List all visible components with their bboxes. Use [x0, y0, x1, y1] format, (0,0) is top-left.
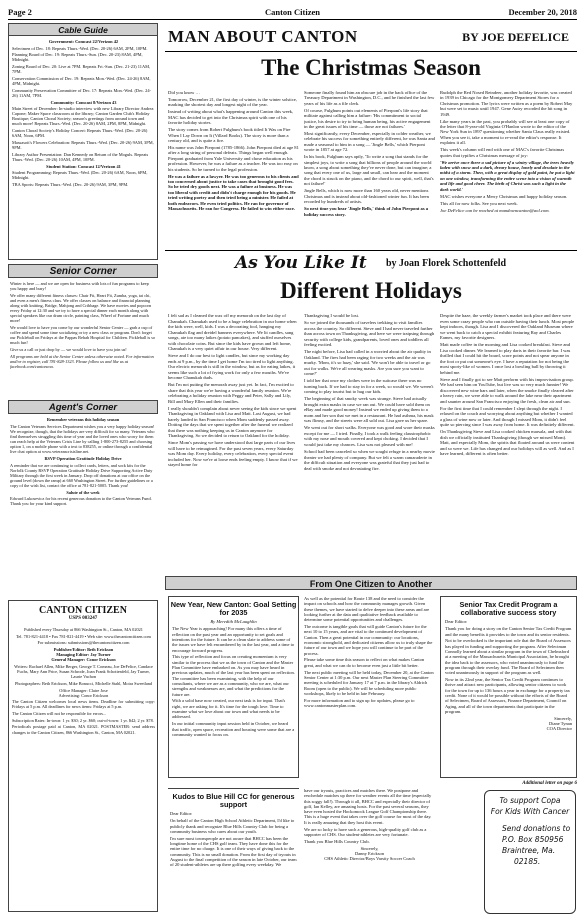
mac-para: Jingle Bells, which is now more than 160 years old, never mentions Christmas and is instead about old-fashioned winter fun. It has been recorded by hundreds of artists.: [304, 188, 429, 205]
masthead-line: Photographers: Beth Erickson, Mike Bonucci, Michelle Stahl, Moira Sweetland: [14, 680, 153, 686]
cable-item: Canton Choral Society's Holiday Concert: Repeats Thurs.-Wed. (Dec. 20-26) 6AM, Noon, 6PM.: [12, 128, 148, 139]
ayli-para: So we joined the thousands of travelers trekking to visit families across the country. So different. Steve and I had never traveled farther than across town on Thanksgiving, and here we were traipsing through security with college kids, grandparents, loved ones and toddlers all feeling excited.: [304, 320, 435, 348]
masterplan-para: The outcome is tangible goals that will guide Canton's future for the next 10 to 15 years, and are vital to the continued development of Canton. Then a great potential in our community: our locations, economic stronghold, and dedicated citizens allow us to truly shape the future of our town and we hope you will continue to be part of the process.: [304, 624, 433, 656]
ad-line: Send donations to: [502, 824, 571, 833]
mac-para: MAC wishes everyone a Merry Christmas and happy holiday season.: [440, 193, 568, 199]
senior-tax-para: Diane Tynan: [549, 721, 572, 727]
o2o-banner: From One Citizen to Another: [165, 576, 577, 590]
newyear-para: With a solid base now created, our next task is for input. That's right, we are asking for it. It's time for the tough love. Time to examine what we love about our town and what needs to be addressed.: [172, 698, 286, 720]
cable-item: Student Programming: Repeats Thurs.-Wed. (Dec. 20-26) 6AM, Noon, 6PM, Midnight.: [12, 170, 148, 181]
cable-item: Government: Comcast 22/Verizon 42: [48, 39, 119, 44]
senior-para: We offer many different fitness classes: Chair Fit, Heart Fit, Zumba, yoga, tai chi, and even a men's fitness class. We offer classes on balance and financial planning along with knitting, Bridge, Mahjong and Cribbage. We have movies and popcorn every Friday at 12:30 and we try to have a special dinner each month along with special speakers like our drum circle, painting class, Wheel of Fortune and much more!: [10, 292, 152, 324]
kudos-para: Danny Erickson: [354, 851, 385, 857]
mac-para: This week's column will end with one of MAC's favorite Christmas quotes that typifies a Christmas message of joy:: [440, 147, 565, 158]
masthead-line: For submissions: submissions@thecantoncitizen.com: [37, 640, 130, 646]
ayli-para: Despite the haze, the weekly farmer's market took place and there were even some crazy people who ran outside having their lunch. Most people kept indoors, though. Lisa and I discovered the Oakland Museum where we went back to catch a special exhibit featuring Ray and Charles Eames, my favorite designers.: [440, 313, 575, 340]
ayli-para: I really shouldn't complain about never seeing the kids since we spent Thanksgiving in Oakland with Lisa and Matt. Last August, we had barely landed in San Francisco when Mom suddenly passed away. Dotting the days that we spent together after the funeral we realized that there was nothing keeping us in Canton anymore for Thanksgiving. So we decided to return to Oakland for the holiday.: [168, 405, 297, 439]
ayli-col-2: [304, 313, 435, 571]
agent-para: Remember veterans this holiday season: [46, 417, 120, 422]
cable-item: Selectmen of Dec. 18: Repeats Thurs.-Wed. (Dec. 20-26) 6AM, 2PM, 10PM.: [12, 45, 148, 51]
agent-para: The Canton Veterans Services Department wishes you a very happy holiday season! We recognize, though, that the holidays are very difficult for so many. Veterans who find themselves struggling this time of year and the loved ones who worry for them can reach help at the Veterans Crisis Line by calling 1-800-273-8255 and choosing option 1, on a mobile phone with a text to 838255, or online through a confidential live chat option at www.veteranscrisisline.net.: [10, 423, 155, 455]
masthead-body: [12, 627, 155, 909]
kudos-para: have our tryouts, practices and matches there. We postpone and reschedule matches up there for weather events all the time (especially this soggy fall!). Through it all, BHCC and especially their director of golf, Ian Kelley, are amazing hosts. For the past several seasons, they have even hosted the Hockomock League Golf Championship there. This is a huge event that takes over the golf course for most of the day. It is really amazing that they host this event.: [304, 788, 432, 825]
masthead-line: Published every Thursday at 866 Washington St., Canton, MA 02021: [24, 627, 143, 632]
masthead-title: CANTON CITIZEN: [39, 605, 127, 616]
masthead-line: General Manager: Conor Erickson: [51, 657, 116, 663]
senior-tax-para: Not to be overlooked is the important role that the Board of Assessors has played in funding and supporting the program. After Selectman Connolly learned about a similar program in the town of Chelmsford at a meeting of the Massachusetts Municipal Association, he brought the idea back to the assessors, who voted unanimously to fund the program through their overlay fund. The Board of Selectmen then voted unanimously in support of the program as well.: [445, 638, 571, 676]
ad-line: To support Copa: [499, 796, 561, 805]
cable-guide-box: [8, 23, 158, 260]
senior-tax-more: Additional letter on page 6: [522, 781, 577, 786]
masthead-line: Publisher/Editor: Beth Erickson: [53, 647, 114, 653]
senior-corner-body: [10, 281, 156, 393]
senior-para: Winter is here — and we are open for business with lots of fun programs to keep you happy and busy!: [10, 281, 149, 292]
ad-line: For Kids With Cancer: [490, 807, 570, 816]
mac-col-1: [168, 90, 299, 245]
mac-para: This all for now folks. See you next week.: [440, 200, 518, 206]
senior-tax-para: Sincerely,: [554, 715, 572, 721]
kudos-para: On behalf of the Canton High School Athletic Department, I'd like to publicly thank and recognize Blue Hills Country Club for being a community business who cares about our youth.: [170, 818, 295, 834]
senior-tax-para: Dear Editor:: [445, 619, 468, 625]
kudos-para: Sincerely,: [360, 845, 379, 851]
masterplan-para: Please take some time this season to reflect on what makes Canton great, and what we can do to become even just a little bit better.: [304, 657, 425, 668]
mac-col-2: [304, 90, 435, 245]
cable-item: Planning Board of Dec. 19: Repeats Thurs.-Sun. (Dec. 20-23) 8AM, 4PM, Midnight.: [12, 52, 143, 63]
cable-item: Zoning Board of Dec. 20: Live at 7PM. Repeats Fri.-Sun. (Dec. 21-23) 11AM, 7PM.: [12, 64, 151, 75]
cable-item: Library Author Presentation: Dan Kennedy on Return of the Moguls. Repeats Thurs.-Wed. (Dec. 20-26) 10AM, 4PM, 10PM.: [12, 151, 149, 162]
newyear-para: The New Year is approaching! For many this offers a time of reflection on the past year and an opportunity to set goals and intentions for the future. It can be a clean slate to address some of the issues we have felt encumbered by in the last year, and a time to encourage forward progress.: [172, 626, 295, 653]
ayli-col-1: [168, 313, 299, 571]
ayli-para: I told her that once my clothes were in the suitcase there was no turning back. If we had to stay in for a week, so would we. We weren't coming to play tourist but to hug our kids.: [304, 378, 434, 395]
masthead-line: The Canton Citizen welcomes local news items. Deadline for submitting copy: Fridays at 5 p.m. All deadlines for news items: Fridays at 5 p.m.: [12, 699, 155, 710]
cable-item: Main Street of December: In-studio interview with new Library Director Andrea Capone; Maker Space classroom at the library; Canton Garden Club's Holiday Boutique; Canton Choral Society; season's greetings from around town and much more! Repeats Thurs.-Wed. (Dec. 20-26) 8AM, 2PM, 8PM, Midnight.: [12, 106, 154, 127]
ayli-para: The night before, Lisa had called in a worried about the air quality in Oakland. The fires had been raging for two weeks and the air was murky. 'Mom, it's so hazy,' she said. 'We won't be able to travel or go out for walks. We're all wearing masks. Are you sure you want to come?': [304, 349, 431, 377]
page-header: [8, 6, 577, 20]
ayli-para: But I'm not putting the menorah away just yet. In fact, I'm excited to share that this year we're having a wonderful family reunion. We're celebrating a holiday reunion with Peggy and Peter, Sally and Lily, Bill and Mary Ellen and their families.: [168, 382, 294, 404]
ayli-top-rule: [165, 250, 577, 251]
mac-para: 'We arrive once there a sad picture of a wintry village, the trees heavily laden with snow and a dark, dreary house, lonely and desolate in the midst of a storm. Then, with a great display of gold paint, he put a light on one window, transforming the entire scene into a vision of warmth and life and good cheer. The birth of Christ was such a light in the dark world.': [440, 159, 575, 192]
masthead-line: Subscription Rates: In-town: 1 yr. $30; 2 yr. $60; out-of-town: 1 yr. $42; 2 yr. $78.: [12, 717, 154, 723]
mac-para: Of course, Fulghum points out elements of Pierpont's life story that militate against calling him a failure: 'His commitment to social justice, his desire to try to bring human being, his active engagement in the great issues of his time — those are not failures.': [304, 107, 431, 130]
agent-para: A reminder that we are continuing to collect cards, letters, and sock kits for the Norfolk County RSVP Operation Gratitude Holiday Drive Supporting Active Duty Military through the first week in January. Drop off donations at our office on the ground level (down the ramp) at 660 Washington Street. For further guidelines or a copy of the wish list, contact the office at 781-821-5005. Thank you!: [10, 462, 153, 488]
ayli-headline: Different Holidays: [280, 278, 462, 303]
mac-para: Joe DeFelice can be reached at mandowncanton@aol.com.: [440, 207, 550, 213]
cable-item: Student Station: Comcast 12/Verizon 41: [46, 163, 121, 169]
masterplan-para: The next public meeting will be held today, December 20, at the Canton Senior Center at 1:30 p.m. Our next Master Plan Steering Committee meeting is scheduled for January 17 at 7 p.m. in the library's Aldrich Room (open to the public). We will be scheduling more public workshops, likely to be held in late February.: [304, 669, 434, 696]
senior-tax-headline: Senior Tax Credit Program a collaborative success story: [459, 600, 558, 618]
kudos-continued: [304, 788, 435, 912]
ayli-para: On Thanksgiving Steve and Lisa cooked chicken marsala, and with that dish we officially instituted Thanksgiving (though we missed Mom). Matt, and especially Mom, the spirits that floated around us were content and so were we. Life has changed and our holidays will as well. And as I have learned, different is often better.: [440, 429, 575, 457]
senior-corner-box: [8, 264, 158, 394]
agent-para: Edward Lukosevicz for his recent generous donation to the Canton Veterans Fund. Thank you for your kind support.: [10, 496, 152, 507]
senior-corner-title: Senior Corner: [8, 264, 158, 278]
newyear-para: This type of reflection and focus on creating momentum is very similar to the process that we as the town of Canton and the Master Plan Committee have embarked on. As you may have heard in previous updates, much of the last year has been spent on reflection. The committee has been examining, with the help of our consultants, where we are as a community, who we are, what our strengths and weaknesses are, and what the predictions for the future are.: [172, 654, 295, 697]
ayli-kicker: As You Like It: [235, 253, 367, 273]
kudos-box: [168, 788, 299, 912]
ayli-para: We went out for short walks. Everyone was good and wore their masks except for me — I tried. Finally, I took a walk feeling claustrophobic with my nose and mouth covered and kept choking. I decided that I would just take my chances. Lisa was not pleased with me!: [304, 425, 435, 447]
agents-corner-body: [10, 417, 156, 579]
mac-para: The story comes from Robert Fulghum's book titled It Was on Fire When I Lay Down on It (Villard Books). The story is more than a century old, and is quite a fire.: [168, 127, 291, 144]
masthead-line: Office Manager: Claire Jose: [59, 687, 108, 693]
senior-tax-para: COA Director: [546, 726, 572, 732]
mac-kicker: MAN ABOUT CANTON: [168, 27, 358, 46]
ayli-para: Steve and I do our best to light candles, but since my working day ends at 9 p.m., by the time I get home I'm too tired to light anything. Our electric menorah is still in the window, but as for eating latkes, it seems like such a lot of frying work for only a few mouths. We've become Chanukah duds.: [168, 353, 296, 381]
kudos-body: [168, 811, 299, 907]
mac-para: Most significantly, every December, especially in colder weather, we celebrate his success for something entirely different, he was Santa and made a seasonal to him in a song — 'Jingle Bells,' which Pierpont wrote in 1857 at age 72.: [304, 131, 435, 153]
mac-para: So next time you hear 'Jingle Bells,' think of John Pierpont as a holiday success story.: [304, 206, 429, 217]
ad-line: Braintree, Ma.: [502, 846, 556, 855]
cable-item: TBA Sports: Repeats Thurs.-Wed. (Dec. 20-26) 9AM, 3PM, 9PM.: [12, 181, 129, 187]
senior-tax-para: Thank you for doing a story on the Canton Senior Tax Credit Program and the many benefits it provides to the town and its senior residents.: [445, 626, 572, 637]
senior-para: Give us a call or just drop by — we would love to have you join us!: [10, 346, 127, 352]
newyear-byline: By Meredith McLaughlin: [210, 619, 257, 625]
agent-para: RSVP Operation Gratitude Holiday Drive: [44, 455, 122, 461]
masthead-usps: USPS 003247: [68, 616, 98, 621]
masthead-line: Periodicals postage paid at Canton, MA 02021. POSTMASTER: send address changes to the Canton Citizen, 866 Washington St., Canton, MA 02021.: [12, 724, 155, 735]
ayli-para: I felt sad as I cleaned the wax off my menorah on the last day of Chanukah. Chanukah used to be a huge celebration in our home when the kids were, well, kids. I was a decorating fool, hanging my Chanukah flag and dreidel banners everywhere. We lit candles, sang songs, ate too many latkes (potato pancakes), and stuffed ourselves with chocolate coins. But since the kids have grown and left home, Chanukah is a very quiet affair in our house. Very different.: [168, 313, 297, 351]
kudos-para: Thank you Blue Hills Country Club.: [304, 838, 370, 844]
newyear-headline: New Year, New Canton: Goal Setting for 2035: [170, 600, 297, 618]
ayli-para: For the first time that I could remember I slept through the night. I relaxed on the couch and worrying about anything but whether I wanted a glass of wine now or later. And though I missed Mom, it didn't feel quite so piercing since I was away from home. It was definitely different.: [440, 405, 575, 428]
ayli-byline: by Joan Florek Schottenfeld: [386, 258, 507, 269]
mac-para: Rudolph the Red Nosed Reindeer, another holiday favorite, was created in 1939 in Chicago for the Montgomery Department Stores for a Christmas promotion. The lyrics were written as a poem by Robert May but were set to music until 1947. Gene Autry recorded the hit song in 1949.: [440, 90, 573, 117]
mac-kicker-box: [165, 24, 577, 52]
ayli-para: Steve and I finally got to see Matt perform with his improvisation group. We had seen him on YouTube, but live was so very much funnier! We discovered new wine bars and later, when the smoke finally cleared after a heavy rain, we were able to walk around the lake near their apartment and saunter around San Francisco enjoying the fresh, clean air and sun.: [440, 376, 574, 404]
cable-item: Conservation Commission of Dec. 19: Repeats Mon.-Wed. (Dec. 24-26) 8AM, 4PM, Midnight.: [12, 75, 151, 87]
mac-headline: The Christmas Season: [261, 55, 481, 80]
ayli-para: School had been canceled so when we sought refuge in a nearby movie theater we had plenty of company. But we felt a warm camaraderie in the difficult situation and everyone was grateful that they just had to deal with smoke and not devastating fire.: [304, 449, 435, 471]
senior-tax-para: Now in its 22nd year, the Senior Tax Credit Program continues to thrive and attract new participants, allowing senior citizens to work for the town for up to 136 hours a year in exchange for a property tax credit. None of it would be possible without the efforts of the Board of Selectmen, Board of Assessors, Finance Department, Council on Aging, and all of the town departments that participate in the program.: [445, 677, 570, 714]
donation-ad: [484, 790, 576, 914]
mac-para: Like many years in the past, you probably will see at least one copy of the letter that 8-year-old Virginia O'Hanlon wrote to the editor of the New York Sun in 1897 questioning whether Santa Claus really existed. When you see it, take a moment to re-read the editor's response. It explains it all.: [440, 118, 571, 146]
mac-para: Tomorrow, December 21, the first day of winter, is the winter solstice, marking the shortest day and longest night of the year.: [168, 97, 297, 108]
masterplan-para: As well as the potential for Route 138 and the need to consider the impact on schools and how the community manages growth. Given these themes, we have started to delve deeper into these areas and are looking further at the data and qualitative feedback available to determine some potential opportunities and challenges.: [304, 596, 430, 623]
ayli-para: Matt made coffee in the morning and Lisa cooked breakfast. Steve and Lisa cooked dinner. We learned to play darts in their favorite bar. I was thrilled that I could hit the board, score points and not spear anyone in the foot or put out someone's eye. I have a reputation for not being the most sporty-like of women. I once lost a bowling ball by throwing it behind me.: [440, 342, 571, 375]
ayli-para: The beginning of that smoky week was strange. Steve had actually brought extra masks in case we ran out. We could have sold them on eBay and made good money! Instead we ended up giving them to a mom and her son that we met in a restaurant. He had asthma, his mask was flimsy, and the streets were all sold out. Lisa gave us her spare.: [304, 396, 434, 424]
mac-para: Instead of writing about what's happening around Canton this week, MAC has decided to get into the Christmas spirit with one of his favorite holiday stories.: [168, 109, 294, 126]
senior-para: We would love to have you come by our wonderful Senior Center — grab a cup of coffee and spend some time socializing or try a new class or program. Don't forget our Pickleball on Fridays at the Pappas Rehab Hospital for Children. Pickleball is so much fun!: [10, 324, 156, 346]
ayli-para: Since Mom's passing we have understood that large parts of our lives will have to be reimagined. For the past seven years, every Saturday was Mom day. Every holiday, every celebration, every special event included her. Now we're at loose ends feeling empty. I know that if we stayed home for: [168, 440, 298, 468]
agents-corner-title: Agent's Corner: [8, 400, 158, 414]
agent-para: Salute of the week: [66, 489, 100, 495]
mac-byline: BY JOE DEFELICE: [462, 30, 569, 44]
ad-line: P.O. Box 850956: [502, 835, 564, 844]
ayli-col-3: [440, 313, 575, 571]
ad-line: 02185.: [514, 857, 541, 866]
cable-item: Community: Comcast 8/Verizon 43: [50, 99, 117, 105]
masthead-line: The Canton Citizen will not be responsible for errors...: [12, 711, 107, 717]
mac-para: He was a failure as a lawyer. He was too generous to his clients and too concerned about justice to take cases that brought good fees. So he tried dry goods next. He was a failure at business. He was too liberal with credit and didn't charge enough for his goods. He tried writing poetry and then tried being a minister. He failed at both endeavors. He even tried politics. He ran for governor of Massachusetts. He ran for Congress. He failed to win either race.: [168, 173, 299, 212]
cable-item: Massasoit's Flowers Celebration: Repeats Thurs.-Wed. (Dec. 20-26) 9AM, 3PM, 9PM.: [12, 139, 154, 151]
kudos-para: CHS Athletic Director/Boys Varsity Soccer Coach: [324, 856, 415, 862]
cable-item: Community Preservation Committee of Dec. 17: Repeats Mon.-Wed. (Dec. 24-26) 11AM, 7PM.: [12, 87, 152, 98]
kudos-para: We are so lucky to have such a generous, high-quality golf club as a supporter of CHS. Our student-athletes are very fortunate.: [304, 826, 427, 837]
paper-name: Canton Citizen: [264, 7, 320, 17]
cable-guide-list: [12, 39, 155, 257]
masterplan-para: For more information and to sign up for updates, please go to www.cantonmasterplan.com.: [304, 697, 415, 709]
agents-corner-box: [8, 400, 158, 580]
mac-col-3: [440, 90, 575, 245]
mac-para: Someone finally found him an obscure job in the back office of the Treasury Department in Washington, D.C., and he finished the last few years of his life as a file clerk.: [304, 90, 435, 106]
issue-date: December 20, 2018: [508, 7, 577, 17]
mac-para: Did you know …: [168, 90, 201, 95]
page-number: Page 2: [8, 7, 32, 17]
masthead-line: Tel. 781-821-4418 • Fax 781-821-4419 • Web site: www.thecantoncitizen.com: [16, 633, 151, 639]
cable-guide-title: Cable Guide: [9, 24, 157, 36]
masterplan-continued: [304, 596, 435, 778]
senior-tax-box: [440, 596, 577, 778]
ayli-para: Thanksgiving I would be lost.: [304, 313, 359, 318]
senior-tax-body: [441, 619, 576, 764]
senior-para: All programs are held at the Senior Center unless otherwise noted. For information and/or to register, call 781-828-1323. Please follow us and like us at facebook.com/cantoncoa.: [10, 353, 154, 369]
mac-para: His name was John Pierpont (1785-1866). John Pierpont died at age 81 after a long string of personal defeats. Things began well enough. Pierpont graduated from Yale University and chose education as his profession. However, he was a failure as a teacher. He was too easy on his students. So he turned to the legal profession.: [168, 145, 299, 172]
masthead-line: Managing Editor: Jay Turner: [56, 652, 111, 658]
masthead-line: Advertising: Conor Erickson: [58, 692, 109, 698]
masthead-line: Writers: Rachael Allen, Mike Berger, George T. Comeau, Joe DeFelice, Candace Fuchs, Mary Ann Price, Susan Schrode, Joan Frank Schottenfeld, Jay Turner, Laurie Vachon: [14, 663, 153, 680]
newyear-para: In our initial community input session held in October, we heard that traffic, open space, recreation and housing were some that are a community wanted to focus on.: [172, 721, 295, 737]
newyear-box: [168, 596, 299, 778]
kudos-headline: Kudos to Blue Hill CC for generous support: [172, 792, 295, 810]
kudos-para: Dear Editor:: [170, 811, 193, 817]
mac-para: In his book, Fulghum says aptly, 'To write a song that stands for the simplest joys, to write a song that billions of people around the world know, a song about something they've never done, but can imagine; a song that every one of us, large and small, can hear and the moment the chord is struck on the piano, and the chord to our spirit, well, that's not failure!': [304, 154, 434, 187]
kudos-para: I'm sure most townspeople are not aware that BHCC has been the longtime home of the CHS golf team. They have done this for the entire time for no charge. It is one of their ways of giving back to the community. This is no small donation. From the first day of tryouts in August to the final competition of the season in late October, our team of 20 student-athletes are up there golfing every weekday. We: [170, 835, 297, 868]
newyear-body: [169, 626, 298, 776]
masthead-box: [8, 600, 158, 912]
